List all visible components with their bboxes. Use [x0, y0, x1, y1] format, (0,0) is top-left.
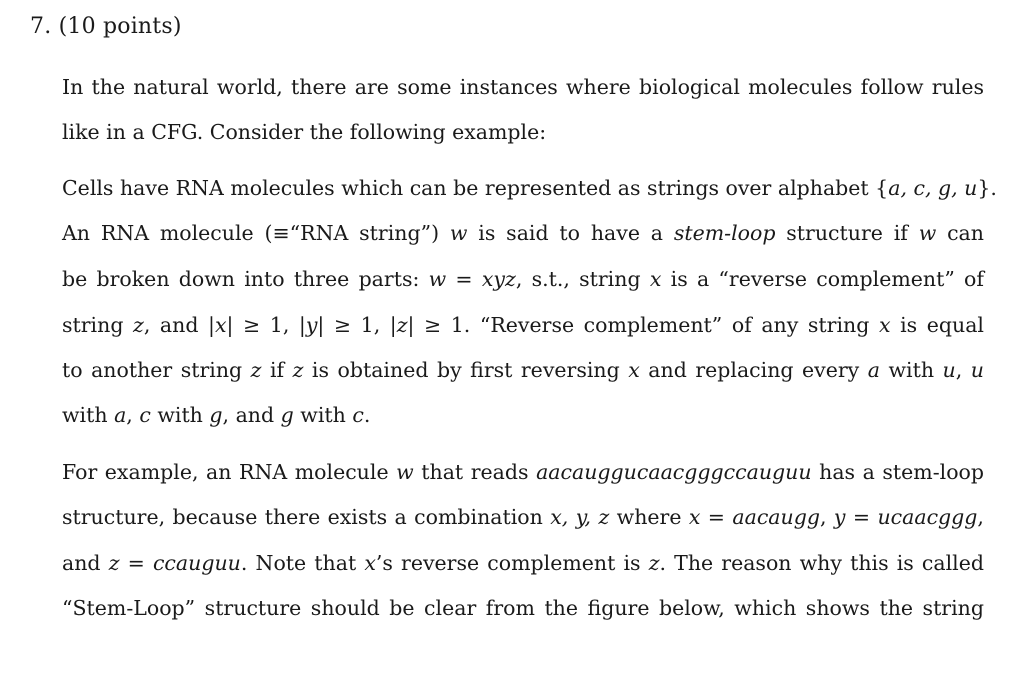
math-symbol: c — [139, 403, 151, 427]
math-symbol: x — [688, 505, 701, 529]
text-run: with — [150, 403, 210, 427]
text-run: with — [62, 403, 115, 427]
problem-points: (10 points) — [58, 14, 182, 39]
math-symbol: x — [878, 313, 891, 337]
text-run: is a “reverse complement” of — [661, 267, 984, 291]
text-run: . — [363, 403, 371, 427]
text-run: , and | — [143, 313, 215, 337]
math-symbol: z — [396, 313, 408, 337]
text-line — [62, 72, 984, 102]
text-run: string — [62, 313, 134, 337]
text-run: = — [119, 551, 153, 575]
text-run: For example, an RNA molecule — [62, 460, 397, 484]
text-run: is equal — [890, 313, 984, 337]
text-run: , — [977, 505, 984, 529]
text-run: like in a CFG. Consider the following example: — [62, 120, 547, 144]
math-symbol: w — [428, 267, 447, 291]
math-symbol: xyz — [481, 267, 516, 291]
text-line — [62, 310, 984, 340]
math-symbol: z — [292, 358, 304, 382]
text-run: , and — [222, 403, 281, 427]
math-symbol: ccauguu — [152, 551, 241, 575]
math-symbol: a — [114, 403, 127, 427]
text-run: where — [609, 505, 689, 529]
text-run: and replacing every — [639, 358, 868, 382]
math-symbol: c — [352, 403, 364, 427]
math-symbol: aacauggucaacgggccauguu — [536, 460, 812, 484]
math-symbol: x — [628, 358, 640, 382]
text-line — [62, 355, 984, 385]
text-run: In the natural world, there are some instances where biological molecules follow rules — [62, 75, 984, 99]
text-run: has a stem-loop — [811, 460, 985, 484]
text-line — [62, 117, 984, 147]
text-run: structure if — [775, 221, 919, 245]
text-line — [62, 173, 997, 203]
math-symbol: a — [867, 358, 880, 382]
text-run: with — [293, 403, 353, 427]
text-run: , s.t., string — [515, 267, 650, 291]
text-run: . Note that — [240, 551, 365, 575]
math-symbol: g — [209, 403, 223, 427]
text-run: is said to have a — [467, 221, 674, 245]
text-line — [62, 457, 984, 487]
math-symbol: aacaugg — [732, 505, 820, 529]
text-line — [62, 400, 984, 430]
text-run: and — [62, 551, 109, 575]
text-run: structure, because there exists a combination — [62, 505, 551, 529]
math-symbol: g — [280, 403, 294, 427]
text-run: = — [446, 267, 482, 291]
text-run: | ≥ 1, | — [226, 313, 306, 337]
problem-number: 7. — [30, 14, 52, 39]
text-line — [62, 218, 984, 248]
math-symbol: x — [214, 313, 227, 337]
text-run: Cells have RNA molecules which can be represented as strings over alphabet { — [62, 176, 889, 200]
math-symbol: x, y, z — [550, 505, 610, 529]
text-run: }. — [977, 176, 997, 200]
math-symbol: y — [833, 505, 846, 529]
math-symbol: z — [133, 313, 144, 337]
math-symbol: a, c, g, u — [888, 176, 978, 200]
text-line — [62, 593, 984, 623]
text-run: that reads — [413, 460, 537, 484]
math-symbol: w — [396, 460, 414, 484]
text-run: , — [819, 505, 834, 529]
math-symbol: x — [649, 267, 662, 291]
text-run: to another string — [62, 358, 251, 382]
text-run: = — [845, 505, 878, 529]
text-run: An RNA molecule (≡“RNA string”) — [62, 221, 450, 245]
text-run: , — [126, 403, 140, 427]
math-symbol: z — [648, 551, 660, 575]
math-symbol: y — [305, 313, 318, 337]
text-line — [62, 502, 984, 532]
text-run: | ≥ 1, | — [317, 313, 397, 337]
problem-heading — [30, 14, 182, 39]
math-symbol: u — [970, 358, 984, 382]
math-symbol: ucaacggg — [877, 505, 978, 529]
text-line — [62, 264, 984, 294]
math-symbol: u — [942, 358, 956, 382]
math-symbol: x — [364, 551, 376, 575]
math-symbol: z — [108, 551, 120, 575]
math-symbol: w — [918, 221, 937, 245]
emphasis-text: stem-loop — [673, 221, 776, 245]
text-run: = — [700, 505, 733, 529]
text-run: is obtained by first reversing — [303, 358, 629, 382]
text-run: if — [261, 358, 293, 382]
text-run: be broken down into three parts: — [62, 267, 429, 291]
text-run: | ≥ 1. “Reverse complement” of any string — [407, 313, 879, 337]
text-line — [62, 548, 984, 578]
text-run: ’s reverse complement is — [375, 551, 649, 575]
math-symbol: z — [250, 358, 262, 382]
text-run: . The reason why this is called — [659, 551, 984, 575]
text-run: with — [880, 358, 943, 382]
text-run: can — [936, 221, 984, 245]
text-run: “Stem-Loop” structure should be clear from the figure below, which shows the string — [62, 596, 984, 620]
math-symbol: w — [449, 221, 468, 245]
text-run: , — [955, 358, 971, 382]
